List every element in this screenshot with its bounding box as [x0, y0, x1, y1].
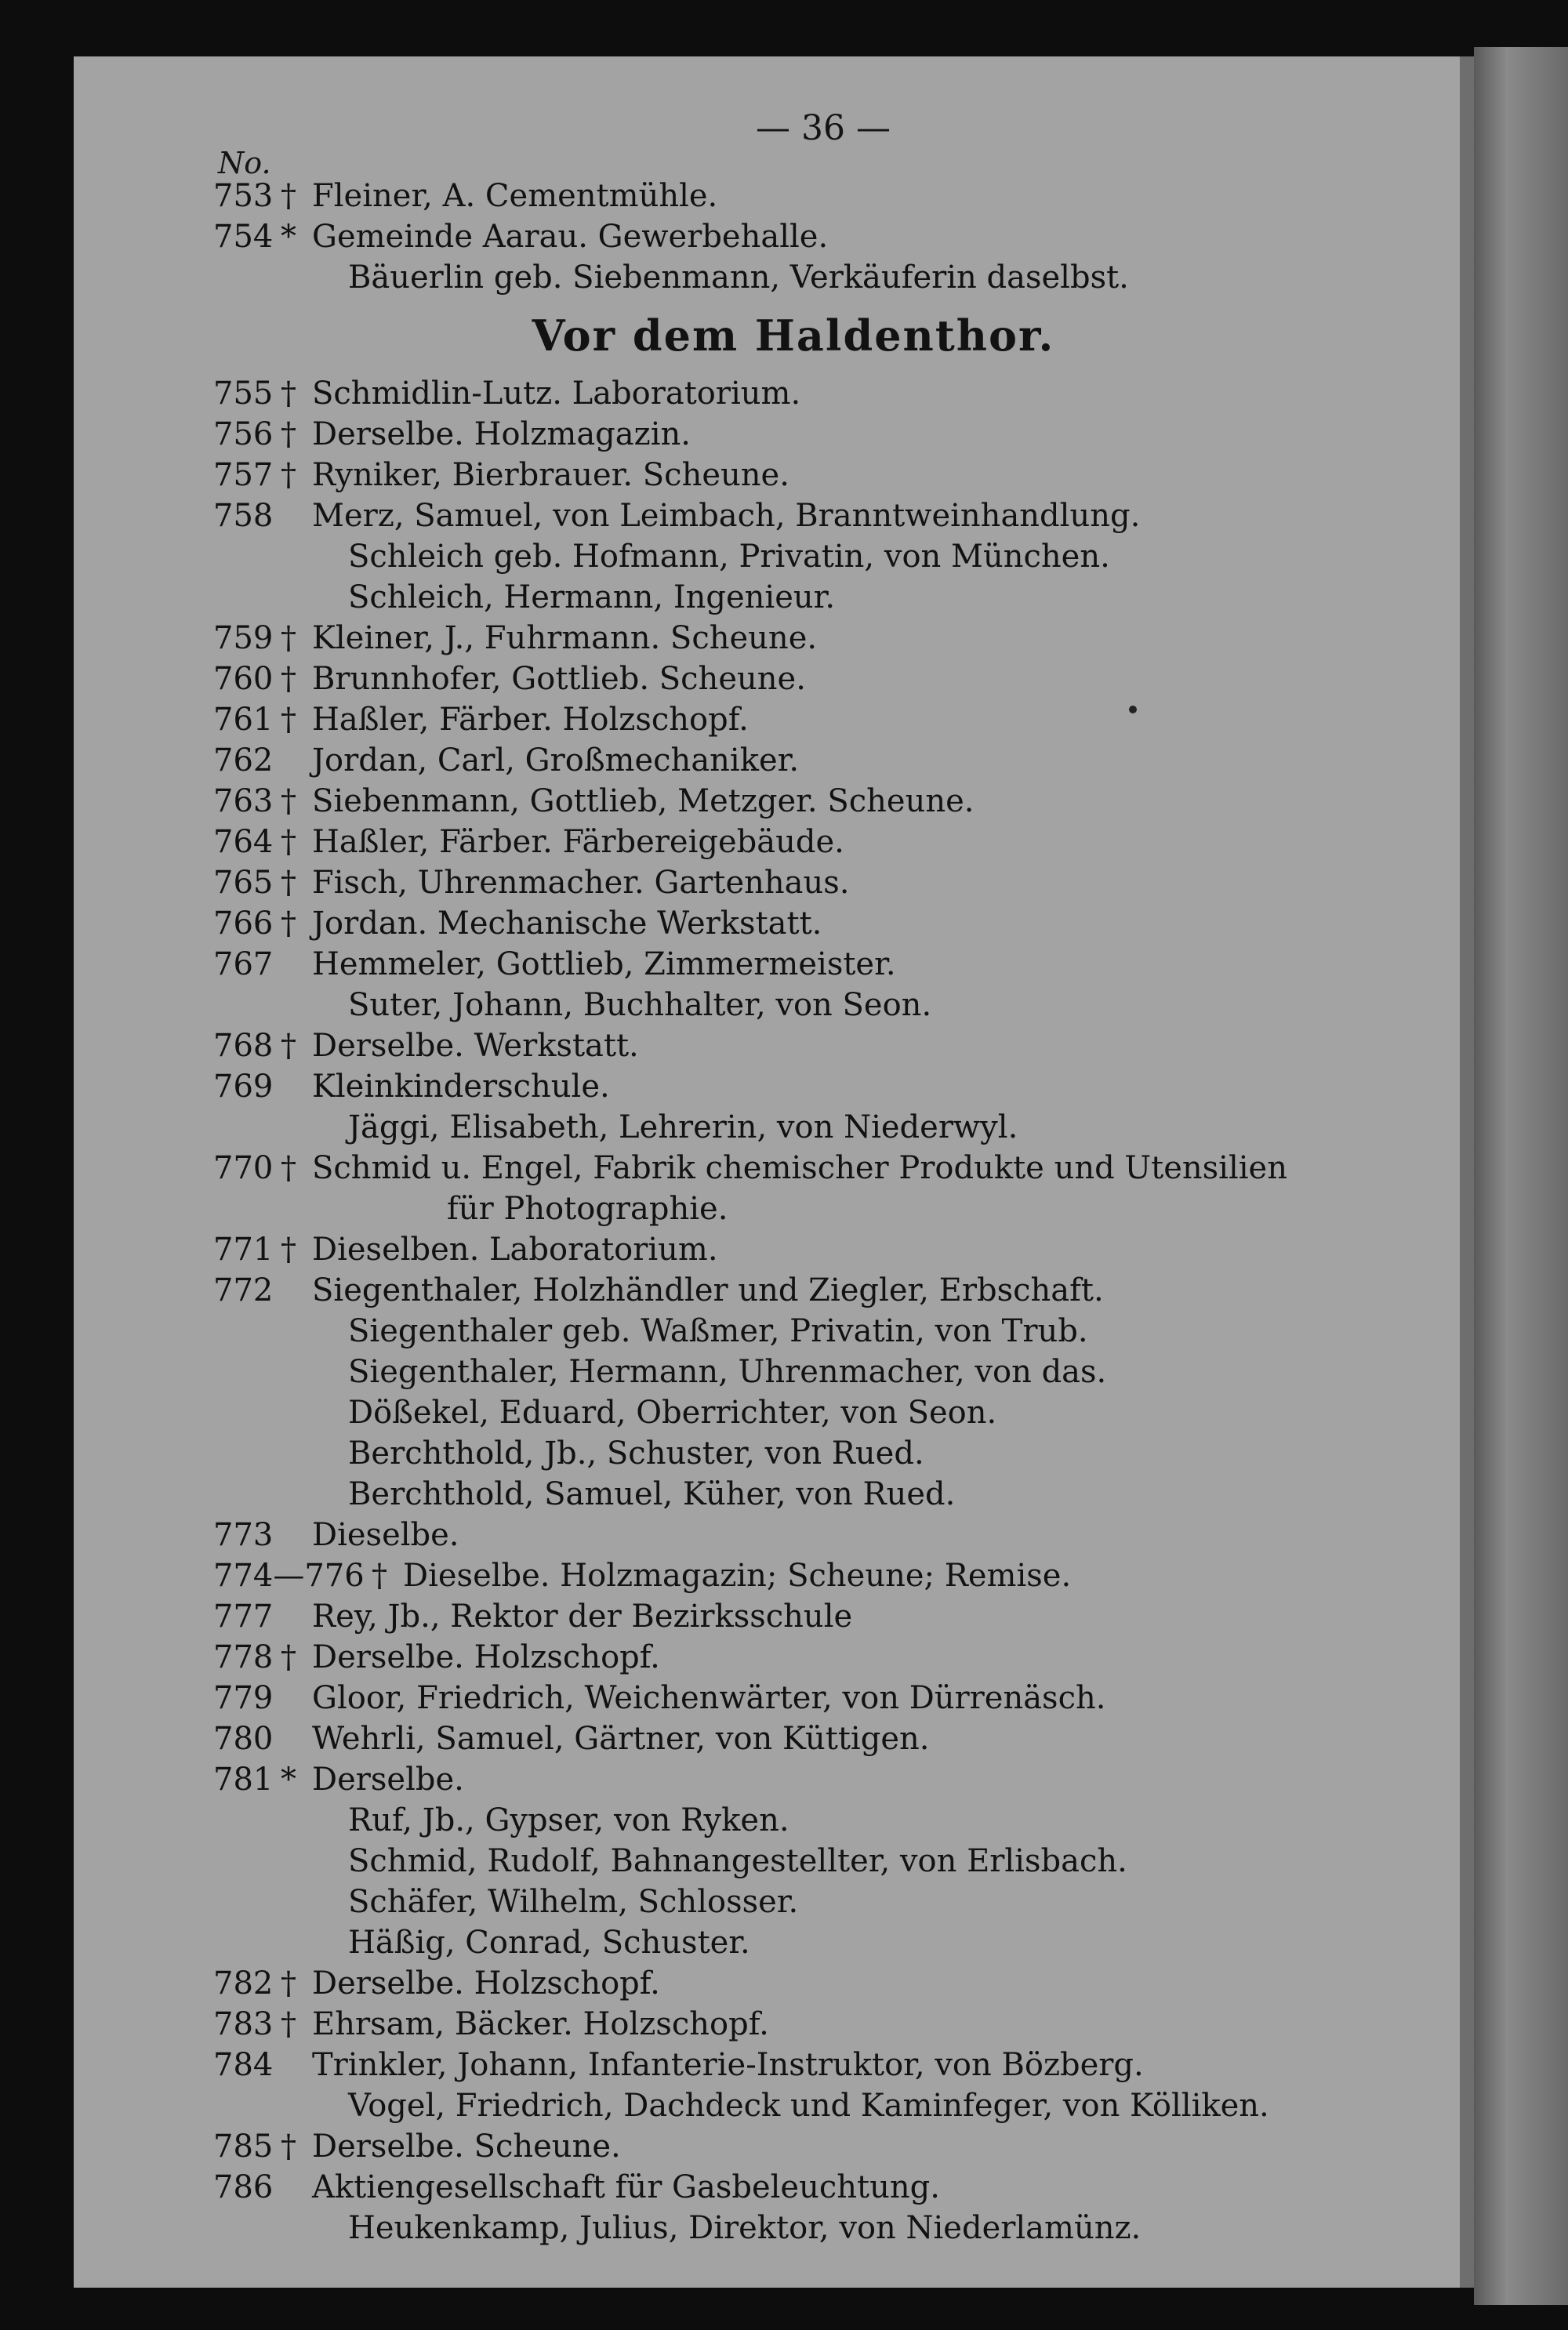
list-item — [213, 699, 1421, 740]
entry-text: Häßig, Conrad, Schuster. — [348, 1925, 750, 1961]
entry-number: 760 — [213, 661, 274, 697]
list-item — [213, 1474, 1421, 1515]
list-item — [213, 618, 1421, 659]
list-item — [213, 414, 1421, 455]
entry-text: Jäggi, Elisabeth, Lehrerin, von Niederwyl. — [348, 1109, 1018, 1145]
entry-mark: † — [281, 1232, 296, 1268]
entry-number: 755 — [213, 376, 274, 412]
entry-mark: † — [372, 1558, 387, 1594]
entry-text: Derselbe. Werkstatt. — [312, 1028, 639, 1064]
entry-text: Schleich, Hermann, Ingenieur. — [348, 579, 836, 615]
list-item — [213, 1066, 1421, 1107]
entry-text: Gemeinde Aarau. Gewerbehalle. — [312, 219, 829, 255]
entry-text: Fisch, Uhrenmacher. Gartenhaus. — [312, 865, 850, 901]
list-item — [213, 1759, 1421, 1800]
entry-text: Derselbe. Holzschopf. — [312, 1639, 660, 1675]
entry-mark: † — [281, 824, 296, 860]
entry-number: 761 — [213, 702, 274, 738]
entry-text: Dieselbe. Holzmagazin; Scheune; Remise. — [403, 1558, 1072, 1594]
entry-text: Derselbe. — [312, 1762, 464, 1798]
list-item — [213, 1270, 1421, 1311]
entry-number: 773 — [213, 1517, 274, 1553]
entry-number: 786 — [213, 2169, 274, 2205]
entry-number: 756 — [213, 416, 274, 452]
list-item — [213, 1148, 1421, 1189]
list-item — [213, 1107, 1421, 1148]
list-item — [213, 985, 1421, 1025]
entry-text: Aktiengesellschaft für Gasbeleuchtung. — [312, 2169, 940, 2205]
list-item — [213, 2004, 1421, 2045]
entry-text: Wehrli, Samuel, Gärtner, von Küttigen. — [312, 1721, 930, 1757]
entry-text: Merz, Samuel, von Leimbach, Branntweinhandlung. — [312, 498, 1141, 534]
list-item — [213, 373, 1421, 414]
list-item — [213, 944, 1421, 985]
entry-mark: † — [281, 416, 296, 452]
entry-number: 758 — [213, 498, 274, 534]
entry-text: Haßler, Färber. Holzschopf. — [312, 702, 749, 738]
entry-mark: † — [281, 906, 296, 942]
list-item — [213, 455, 1421, 495]
list-item — [213, 536, 1421, 577]
entry-text: Schmid, Rudolf, Bahnangestellter, von Erlisbach. — [348, 1843, 1127, 1879]
entry-number: 757 — [213, 457, 274, 493]
entry-number: 770 — [213, 1150, 274, 1186]
entry-number: 772 — [213, 1272, 274, 1308]
entry-text: Dieselben. Laboratorium. — [312, 1232, 718, 1268]
list-item — [213, 1189, 1421, 1229]
entry-text: Derselbe. Holzmagazin. — [312, 416, 691, 452]
entry-text: Berchthold, Jb., Schuster, von Rued. — [348, 1435, 924, 1472]
list-item — [213, 903, 1421, 944]
entry-number: 768 — [213, 1028, 274, 1064]
list-item — [213, 257, 1421, 298]
list-item — [213, 2167, 1421, 2208]
entry-number: 754 — [213, 219, 274, 255]
entry-mark: † — [281, 1639, 296, 1675]
list-item — [213, 2085, 1421, 2126]
list-item — [213, 1678, 1421, 1718]
entry-text: Trinkler, Johann, Infanterie-Instruktor, von Bözberg. — [312, 2047, 1144, 2083]
list-item — [213, 740, 1421, 781]
list-item — [213, 862, 1421, 903]
entry-text: Siegenthaler, Hermann, Uhrenmacher, von das. — [348, 1354, 1107, 1390]
list-item — [213, 1637, 1421, 1678]
list-item — [213, 1025, 1421, 1066]
entry-mark: † — [281, 1150, 296, 1186]
entry-text: Schmidlin-Lutz. Laboratorium. — [312, 376, 801, 412]
entry-number: 782 — [213, 1965, 274, 2002]
entry-number: 778 — [213, 1639, 274, 1675]
entry-text: Ehrsam, Bäcker. Holzschopf. — [312, 2006, 769, 2042]
entry-mark: † — [281, 457, 296, 493]
list-item — [213, 1555, 1421, 1596]
entry-number: 759 — [213, 620, 274, 656]
entry-number: 764 — [213, 824, 274, 860]
entry-text: für Photographie. — [447, 1191, 728, 1227]
entry-number: 780 — [213, 1721, 274, 1757]
list-item — [213, 2208, 1421, 2248]
entry-number: 777 — [213, 1599, 274, 1635]
list-item — [213, 1229, 1421, 1270]
entry-text: Derselbe. Holzschopf. — [312, 1965, 660, 2002]
column-label-no: No. — [218, 146, 271, 180]
entry-mark: † — [281, 661, 296, 697]
entry-mark: * — [281, 1762, 296, 1798]
entry-number: 753 — [213, 178, 274, 214]
entry-text: Schmid u. Engel, Fabrik chemischer Produkte und Utensilien — [312, 1150, 1287, 1186]
entry-number: 766 — [213, 906, 274, 942]
entry-mark: † — [281, 783, 296, 819]
entry-text: Jordan. Mechanische Werkstatt. — [312, 906, 822, 942]
entry-number: 785 — [213, 2129, 274, 2165]
entry-number: 783 — [213, 2006, 274, 2042]
entry-number: 763 — [213, 783, 274, 819]
entry-text: Schäfer, Wilhelm, Schlosser. — [348, 1884, 799, 1920]
list-item — [213, 1311, 1421, 1352]
entry-text: Siebenmann, Gottlieb, Metzger. Scheune. — [312, 783, 975, 819]
entry-mark: † — [281, 178, 296, 214]
entry-text: Bäuerlin geb. Siebenmann, Verkäuferin daselbst. — [348, 259, 1129, 296]
entry-number: 765 — [213, 865, 274, 901]
entries-after-heading — [213, 373, 1421, 2248]
entry-mark: † — [281, 1028, 296, 1064]
entry-text: Siegenthaler geb. Waßmer, Privatin, von Trub. — [348, 1313, 1088, 1349]
list-item — [213, 1433, 1421, 1474]
entry-text: Haßler, Färber. Färbereigebäude. — [312, 824, 844, 860]
entry-mark: † — [281, 376, 296, 412]
entry-number: 781 — [213, 1762, 274, 1798]
entry-text: Ryniker, Bierbrauer. Scheune. — [312, 457, 789, 493]
entry-number: 774—776 — [213, 1558, 365, 1594]
entry-mark: * — [281, 219, 296, 255]
list-item — [213, 781, 1421, 822]
list-item — [213, 1352, 1421, 1392]
entry-mark: † — [281, 702, 296, 738]
list-item — [213, 1882, 1421, 1922]
entry-mark: † — [281, 2006, 296, 2042]
entry-text: Hemmeler, Gottlieb, Zimmermeister. — [312, 946, 896, 982]
entry-text: Schleich geb. Hofmann, Privatin, von München. — [348, 539, 1110, 575]
list-item — [213, 495, 1421, 536]
entry-text: Jordan, Carl, Großmechaniker. — [312, 742, 800, 778]
entry-mark: † — [281, 1965, 296, 2002]
list-item — [213, 1922, 1421, 1963]
book-gutter — [1474, 47, 1568, 2305]
list-item — [213, 1392, 1421, 1433]
entry-text: Suter, Johann, Buchhalter, von Seon. — [348, 987, 932, 1023]
list-item — [213, 577, 1421, 618]
entry-number: 769 — [213, 1069, 274, 1105]
entry-number: 779 — [213, 1680, 274, 1716]
entry-text: Heukenkamp, Julius, Direktor, von Niederlamünz. — [348, 2210, 1142, 2246]
entry-text: Fleiner, A. Cementmühle. — [312, 178, 718, 214]
list-item — [213, 1963, 1421, 2004]
ink-speck — [1129, 706, 1137, 713]
entry-text: Berchthold, Samuel, Küher, von Rued. — [348, 1476, 956, 1512]
entry-number: 762 — [213, 742, 274, 778]
entry-number: 784 — [213, 2047, 274, 2083]
entry-number: 771 — [213, 1232, 274, 1268]
list-item — [213, 659, 1421, 699]
entry-text: Gloor, Friedrich, Weichenwärter, von Dürrenäsch. — [312, 1680, 1106, 1716]
list-item — [213, 2045, 1421, 2085]
entries-before-heading — [213, 176, 1421, 298]
entry-mark: † — [281, 2129, 296, 2165]
entry-text: Dößekel, Eduard, Oberrichter, von Seon. — [348, 1395, 997, 1431]
entry-text: Kleinkinderschule. — [312, 1069, 610, 1105]
list-item — [213, 216, 1421, 257]
list-item — [213, 1800, 1421, 1841]
section-heading: Vor dem Haldenthor. — [532, 310, 1055, 361]
entry-text: Brunnhofer, Gottlieb. Scheune. — [312, 661, 806, 697]
list-item — [213, 822, 1421, 862]
list-item — [213, 2126, 1421, 2167]
list-item — [213, 1596, 1421, 1637]
entry-text: Rey, Jb., Rektor der Bezirksschule — [312, 1599, 853, 1635]
entry-mark: † — [281, 620, 296, 656]
list-item — [213, 1515, 1421, 1555]
list-item — [213, 176, 1421, 216]
entry-text: Dieselbe. — [312, 1517, 459, 1553]
entry-text: Derselbe. Scheune. — [312, 2129, 621, 2165]
entry-text: Vogel, Friedrich, Dachdeck und Kaminfeger, von Kölliken. — [348, 2088, 1269, 2124]
entry-number: 767 — [213, 946, 274, 982]
list-item — [213, 1718, 1421, 1759]
page-number: — 36 — — [756, 108, 891, 148]
entry-text: Kleiner, J., Fuhrmann. Scheune. — [312, 620, 818, 656]
entry-list — [213, 176, 1421, 2248]
entry-text: Ruf, Jb., Gypser, von Ryken. — [348, 1802, 789, 1838]
list-item — [213, 1841, 1421, 1882]
entry-text: Siegenthaler, Holzhändler und Ziegler, Erbschaft. — [312, 1272, 1104, 1308]
entry-mark: † — [281, 865, 296, 901]
